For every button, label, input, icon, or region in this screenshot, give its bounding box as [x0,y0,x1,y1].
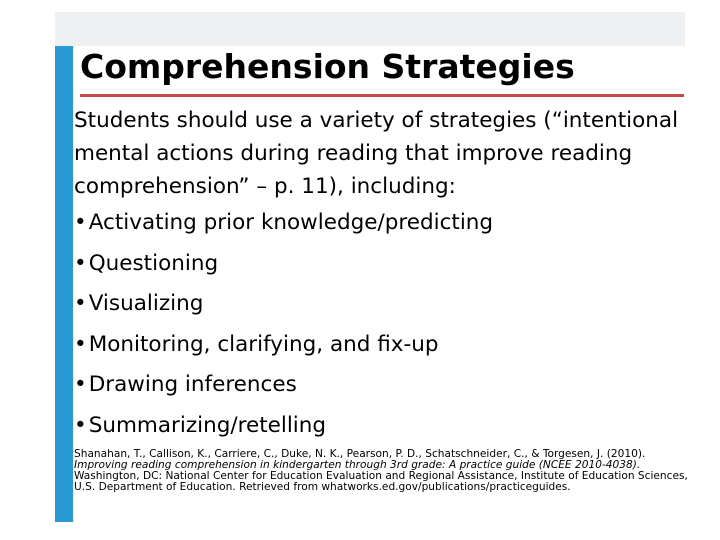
accent-bar [55,46,73,522]
bullet-icon: • [74,210,87,235]
slide-title: Comprehension Strategies [80,47,575,86]
list-item [74,406,694,447]
bullet-icon: • [74,250,87,276]
list-item-label: Activating prior knowledge/predicting [88,210,494,235]
intro-paragraph: Students should use a variety of strategies (“intentional mental actions during reading that improve reading comprehension” – p. 11), including: [74,108,679,199]
list-item-label: Visualizing [88,291,204,316]
bullet-icon: • [74,372,87,397]
list-item-label: Drawing inferences [88,372,297,397]
list-item-label: Summarizing/retelling [88,412,327,438]
list-item [74,284,694,325]
list-item [74,325,694,366]
list-item [74,365,694,406]
title-underline [80,94,684,97]
citation-publisher: Washington, DC: National Center for Education Evaluation and Regional Assistance, Institute of Education Sciences, U.S. Department of Education. Retrieved from whatworks.ed.gov/publications/practiceguides. [74,470,688,493]
citation-authors: Shanahan, T., Callison, K., Carriere, C., Duke, N. K., Pearson, P. D., Schatschneider, C., & Torgesen, J. (2010). [74,448,646,460]
bullet-icon: • [74,331,87,357]
list-item [74,244,694,285]
list-item [74,203,694,244]
citation [74,449,690,493]
bullet-icon: • [74,412,87,438]
list-item-label: Monitoring, clarifying, and fix-up [88,331,439,357]
list-item-label: Questioning [88,250,219,276]
citation-work-title: Improving reading comprehension in kindergarten through 3rd grade: A practice guide (NCEE 2010-4038). [74,459,641,471]
bullet-icon: • [74,291,87,316]
slide-body [74,104,694,446]
top-band [55,12,685,46]
strategy-list [74,203,694,446]
